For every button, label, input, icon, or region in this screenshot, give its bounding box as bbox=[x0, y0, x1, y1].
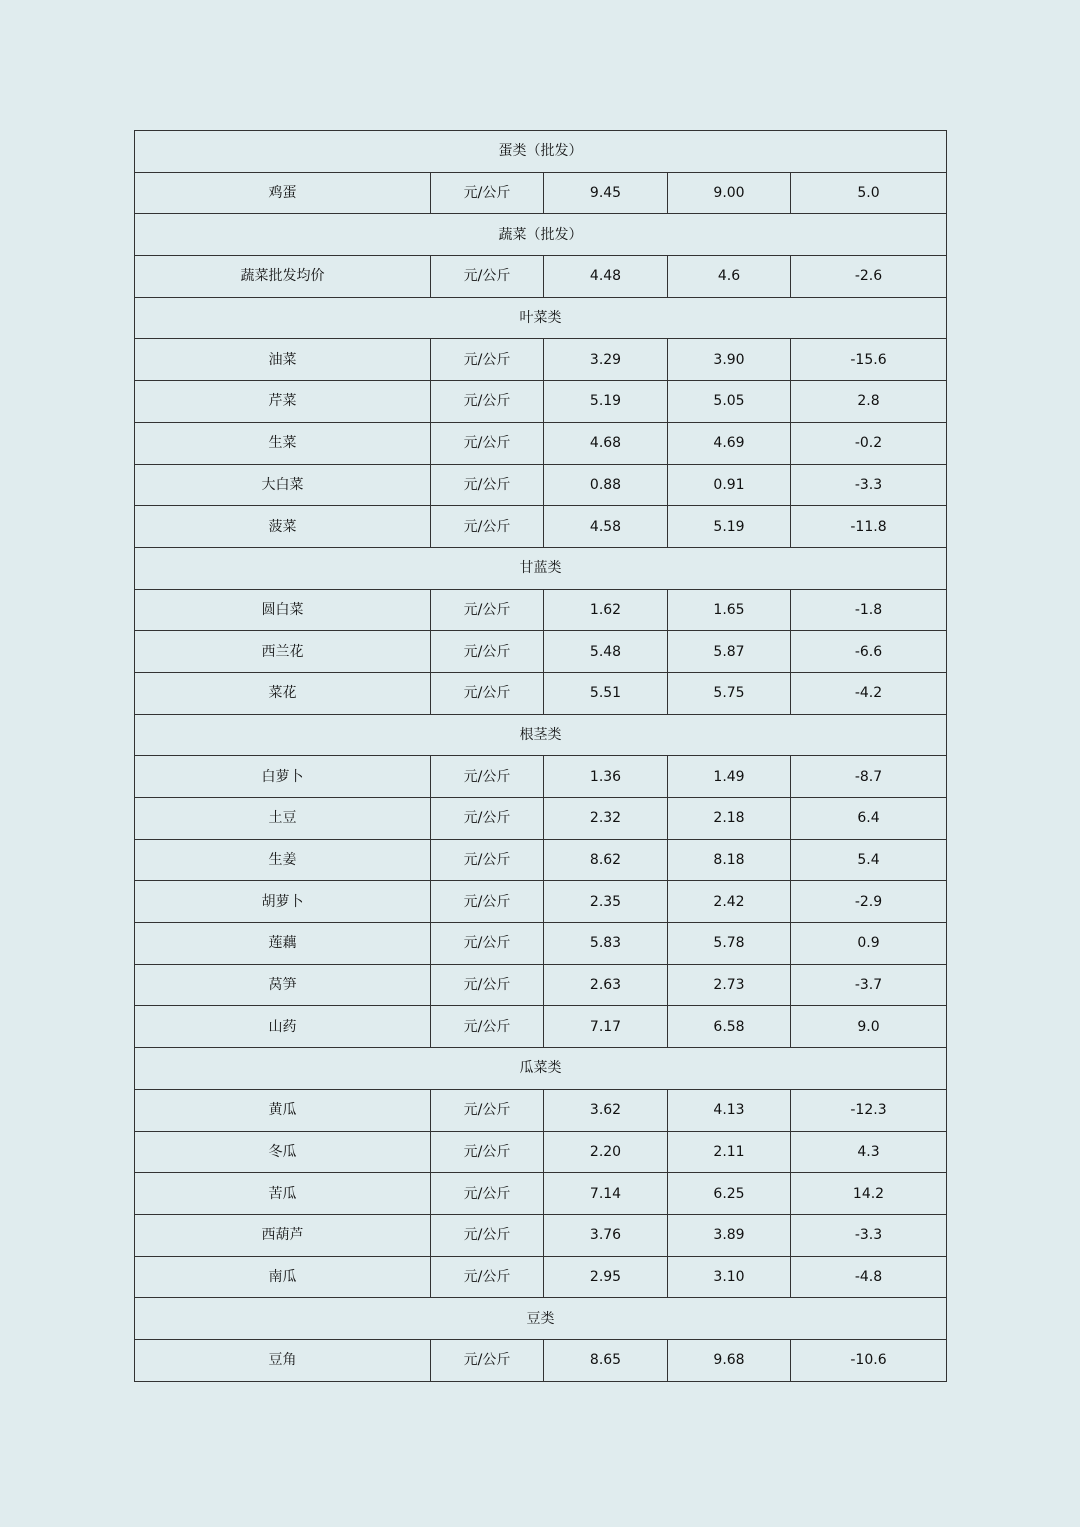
change-percent-cell: -15.6 bbox=[791, 339, 947, 381]
unit-cell: 元/公斤 bbox=[431, 881, 544, 923]
change-percent-cell: 14.2 bbox=[791, 1173, 947, 1215]
table-row bbox=[135, 464, 947, 506]
unit-cell: 元/公斤 bbox=[431, 256, 544, 298]
unit-cell: 元/公斤 bbox=[431, 1173, 544, 1215]
table-row bbox=[135, 923, 947, 965]
unit-cell: 元/公斤 bbox=[431, 506, 544, 548]
item-name-cell: 西兰花 bbox=[135, 631, 431, 673]
item-name-cell: 土豆 bbox=[135, 798, 431, 840]
category-header-cell: 豆类 bbox=[135, 1298, 947, 1340]
change-percent-cell: -10.6 bbox=[791, 1339, 947, 1381]
item-name-cell: 芹菜 bbox=[135, 381, 431, 423]
item-name-cell: 苦瓜 bbox=[135, 1173, 431, 1215]
change-percent-cell: -6.6 bbox=[791, 631, 947, 673]
current-price-cell: 2.32 bbox=[544, 798, 668, 840]
unit-cell: 元/公斤 bbox=[431, 798, 544, 840]
change-percent-cell: -8.7 bbox=[791, 756, 947, 798]
previous-price-cell: 2.11 bbox=[668, 1131, 791, 1173]
previous-price-cell: 3.10 bbox=[668, 1256, 791, 1298]
table-row bbox=[135, 964, 947, 1006]
item-name-cell: 莴笋 bbox=[135, 964, 431, 1006]
previous-price-cell: 9.68 bbox=[668, 1339, 791, 1381]
table-row bbox=[135, 839, 947, 881]
unit-cell: 元/公斤 bbox=[431, 1089, 544, 1131]
unit-cell: 元/公斤 bbox=[431, 672, 544, 714]
current-price-cell: 5.48 bbox=[544, 631, 668, 673]
item-name-cell: 生菜 bbox=[135, 422, 431, 464]
previous-price-cell: 5.75 bbox=[668, 672, 791, 714]
unit-cell: 元/公斤 bbox=[431, 589, 544, 631]
unit-cell: 元/公斤 bbox=[431, 964, 544, 1006]
price-table-body bbox=[135, 131, 947, 1382]
table-row bbox=[135, 1173, 947, 1215]
current-price-cell: 2.95 bbox=[544, 1256, 668, 1298]
unit-cell: 元/公斤 bbox=[431, 756, 544, 798]
change-percent-cell: -4.8 bbox=[791, 1256, 947, 1298]
change-percent-cell: 4.3 bbox=[791, 1131, 947, 1173]
previous-price-cell: 2.42 bbox=[668, 881, 791, 923]
current-price-cell: 2.63 bbox=[544, 964, 668, 1006]
change-percent-cell: 9.0 bbox=[791, 1006, 947, 1048]
price-table bbox=[134, 130, 947, 1382]
category-header-row bbox=[135, 214, 947, 256]
category-header-cell: 甘蓝类 bbox=[135, 547, 947, 589]
current-price-cell: 3.62 bbox=[544, 1089, 668, 1131]
item-name-cell: 胡萝卜 bbox=[135, 881, 431, 923]
change-percent-cell: 6.4 bbox=[791, 798, 947, 840]
previous-price-cell: 3.89 bbox=[668, 1214, 791, 1256]
previous-price-cell: 5.87 bbox=[668, 631, 791, 673]
current-price-cell: 2.20 bbox=[544, 1131, 668, 1173]
table-row bbox=[135, 1006, 947, 1048]
table-row bbox=[135, 756, 947, 798]
unit-cell: 元/公斤 bbox=[431, 1006, 544, 1048]
change-percent-cell: -2.6 bbox=[791, 256, 947, 298]
previous-price-cell: 4.13 bbox=[668, 1089, 791, 1131]
change-percent-cell: -2.9 bbox=[791, 881, 947, 923]
unit-cell: 元/公斤 bbox=[431, 631, 544, 673]
unit-cell: 元/公斤 bbox=[431, 923, 544, 965]
change-percent-cell: 5.0 bbox=[791, 172, 947, 214]
table-row bbox=[135, 381, 947, 423]
current-price-cell: 3.76 bbox=[544, 1214, 668, 1256]
previous-price-cell: 5.78 bbox=[668, 923, 791, 965]
current-price-cell: 5.83 bbox=[544, 923, 668, 965]
previous-price-cell: 1.49 bbox=[668, 756, 791, 798]
current-price-cell: 0.88 bbox=[544, 464, 668, 506]
table-row bbox=[135, 339, 947, 381]
change-percent-cell: -0.2 bbox=[791, 422, 947, 464]
table-row bbox=[135, 881, 947, 923]
table-row bbox=[135, 589, 947, 631]
previous-price-cell: 8.18 bbox=[668, 839, 791, 881]
current-price-cell: 9.45 bbox=[544, 172, 668, 214]
table-row bbox=[135, 1339, 947, 1381]
table-row bbox=[135, 631, 947, 673]
category-header-row bbox=[135, 1298, 947, 1340]
previous-price-cell: 0.91 bbox=[668, 464, 791, 506]
current-price-cell: 4.68 bbox=[544, 422, 668, 464]
item-name-cell: 大白菜 bbox=[135, 464, 431, 506]
item-name-cell: 冬瓜 bbox=[135, 1131, 431, 1173]
item-name-cell: 山药 bbox=[135, 1006, 431, 1048]
current-price-cell: 3.29 bbox=[544, 339, 668, 381]
unit-cell: 元/公斤 bbox=[431, 172, 544, 214]
unit-cell: 元/公斤 bbox=[431, 464, 544, 506]
unit-cell: 元/公斤 bbox=[431, 422, 544, 464]
item-name-cell: 白萝卜 bbox=[135, 756, 431, 798]
change-percent-cell: 0.9 bbox=[791, 923, 947, 965]
change-percent-cell: -11.8 bbox=[791, 506, 947, 548]
table-row bbox=[135, 1089, 947, 1131]
change-percent-cell: 5.4 bbox=[791, 839, 947, 881]
item-name-cell: 豆角 bbox=[135, 1339, 431, 1381]
category-header-cell: 蔬菜（批发） bbox=[135, 214, 947, 256]
previous-price-cell: 4.69 bbox=[668, 422, 791, 464]
table-row bbox=[135, 1256, 947, 1298]
previous-price-cell: 5.05 bbox=[668, 381, 791, 423]
current-price-cell: 5.51 bbox=[544, 672, 668, 714]
change-percent-cell: -4.2 bbox=[791, 672, 947, 714]
current-price-cell: 2.35 bbox=[544, 881, 668, 923]
category-header-row bbox=[135, 297, 947, 339]
item-name-cell: 南瓜 bbox=[135, 1256, 431, 1298]
current-price-cell: 7.17 bbox=[544, 1006, 668, 1048]
item-name-cell: 莲藕 bbox=[135, 923, 431, 965]
previous-price-cell: 3.90 bbox=[668, 339, 791, 381]
item-name-cell: 菠菜 bbox=[135, 506, 431, 548]
current-price-cell: 7.14 bbox=[544, 1173, 668, 1215]
category-header-cell: 根茎类 bbox=[135, 714, 947, 756]
category-header-cell: 蛋类（批发） bbox=[135, 131, 947, 173]
category-header-cell: 叶菜类 bbox=[135, 297, 947, 339]
change-percent-cell: -1.8 bbox=[791, 589, 947, 631]
previous-price-cell: 5.19 bbox=[668, 506, 791, 548]
table-row bbox=[135, 672, 947, 714]
previous-price-cell: 1.65 bbox=[668, 589, 791, 631]
unit-cell: 元/公斤 bbox=[431, 839, 544, 881]
current-price-cell: 8.65 bbox=[544, 1339, 668, 1381]
table-row bbox=[135, 1214, 947, 1256]
category-header-row bbox=[135, 131, 947, 173]
unit-cell: 元/公斤 bbox=[431, 1131, 544, 1173]
unit-cell: 元/公斤 bbox=[431, 1339, 544, 1381]
previous-price-cell: 2.18 bbox=[668, 798, 791, 840]
change-percent-cell: -12.3 bbox=[791, 1089, 947, 1131]
category-header-row bbox=[135, 714, 947, 756]
table-row bbox=[135, 798, 947, 840]
item-name-cell: 蔬菜批发均价 bbox=[135, 256, 431, 298]
item-name-cell: 油菜 bbox=[135, 339, 431, 381]
table-row bbox=[135, 422, 947, 464]
change-percent-cell: -3.7 bbox=[791, 964, 947, 1006]
unit-cell: 元/公斤 bbox=[431, 1214, 544, 1256]
current-price-cell: 5.19 bbox=[544, 381, 668, 423]
category-header-row bbox=[135, 1048, 947, 1090]
previous-price-cell: 6.25 bbox=[668, 1173, 791, 1215]
previous-price-cell: 2.73 bbox=[668, 964, 791, 1006]
item-name-cell: 圆白菜 bbox=[135, 589, 431, 631]
unit-cell: 元/公斤 bbox=[431, 1256, 544, 1298]
item-name-cell: 鸡蛋 bbox=[135, 172, 431, 214]
previous-price-cell: 9.00 bbox=[668, 172, 791, 214]
change-percent-cell: -3.3 bbox=[791, 1214, 947, 1256]
item-name-cell: 菜花 bbox=[135, 672, 431, 714]
table-row bbox=[135, 256, 947, 298]
item-name-cell: 西葫芦 bbox=[135, 1214, 431, 1256]
table-row bbox=[135, 506, 947, 548]
change-percent-cell: 2.8 bbox=[791, 381, 947, 423]
unit-cell: 元/公斤 bbox=[431, 339, 544, 381]
current-price-cell: 1.36 bbox=[544, 756, 668, 798]
current-price-cell: 4.58 bbox=[544, 506, 668, 548]
item-name-cell: 黄瓜 bbox=[135, 1089, 431, 1131]
current-price-cell: 1.62 bbox=[544, 589, 668, 631]
current-price-cell: 4.48 bbox=[544, 256, 668, 298]
item-name-cell: 生姜 bbox=[135, 839, 431, 881]
category-header-cell: 瓜菜类 bbox=[135, 1048, 947, 1090]
table-row bbox=[135, 1131, 947, 1173]
previous-price-cell: 4.6 bbox=[668, 256, 791, 298]
unit-cell: 元/公斤 bbox=[431, 381, 544, 423]
change-percent-cell: -3.3 bbox=[791, 464, 947, 506]
current-price-cell: 8.62 bbox=[544, 839, 668, 881]
previous-price-cell: 6.58 bbox=[668, 1006, 791, 1048]
category-header-row bbox=[135, 547, 947, 589]
table-row bbox=[135, 172, 947, 214]
